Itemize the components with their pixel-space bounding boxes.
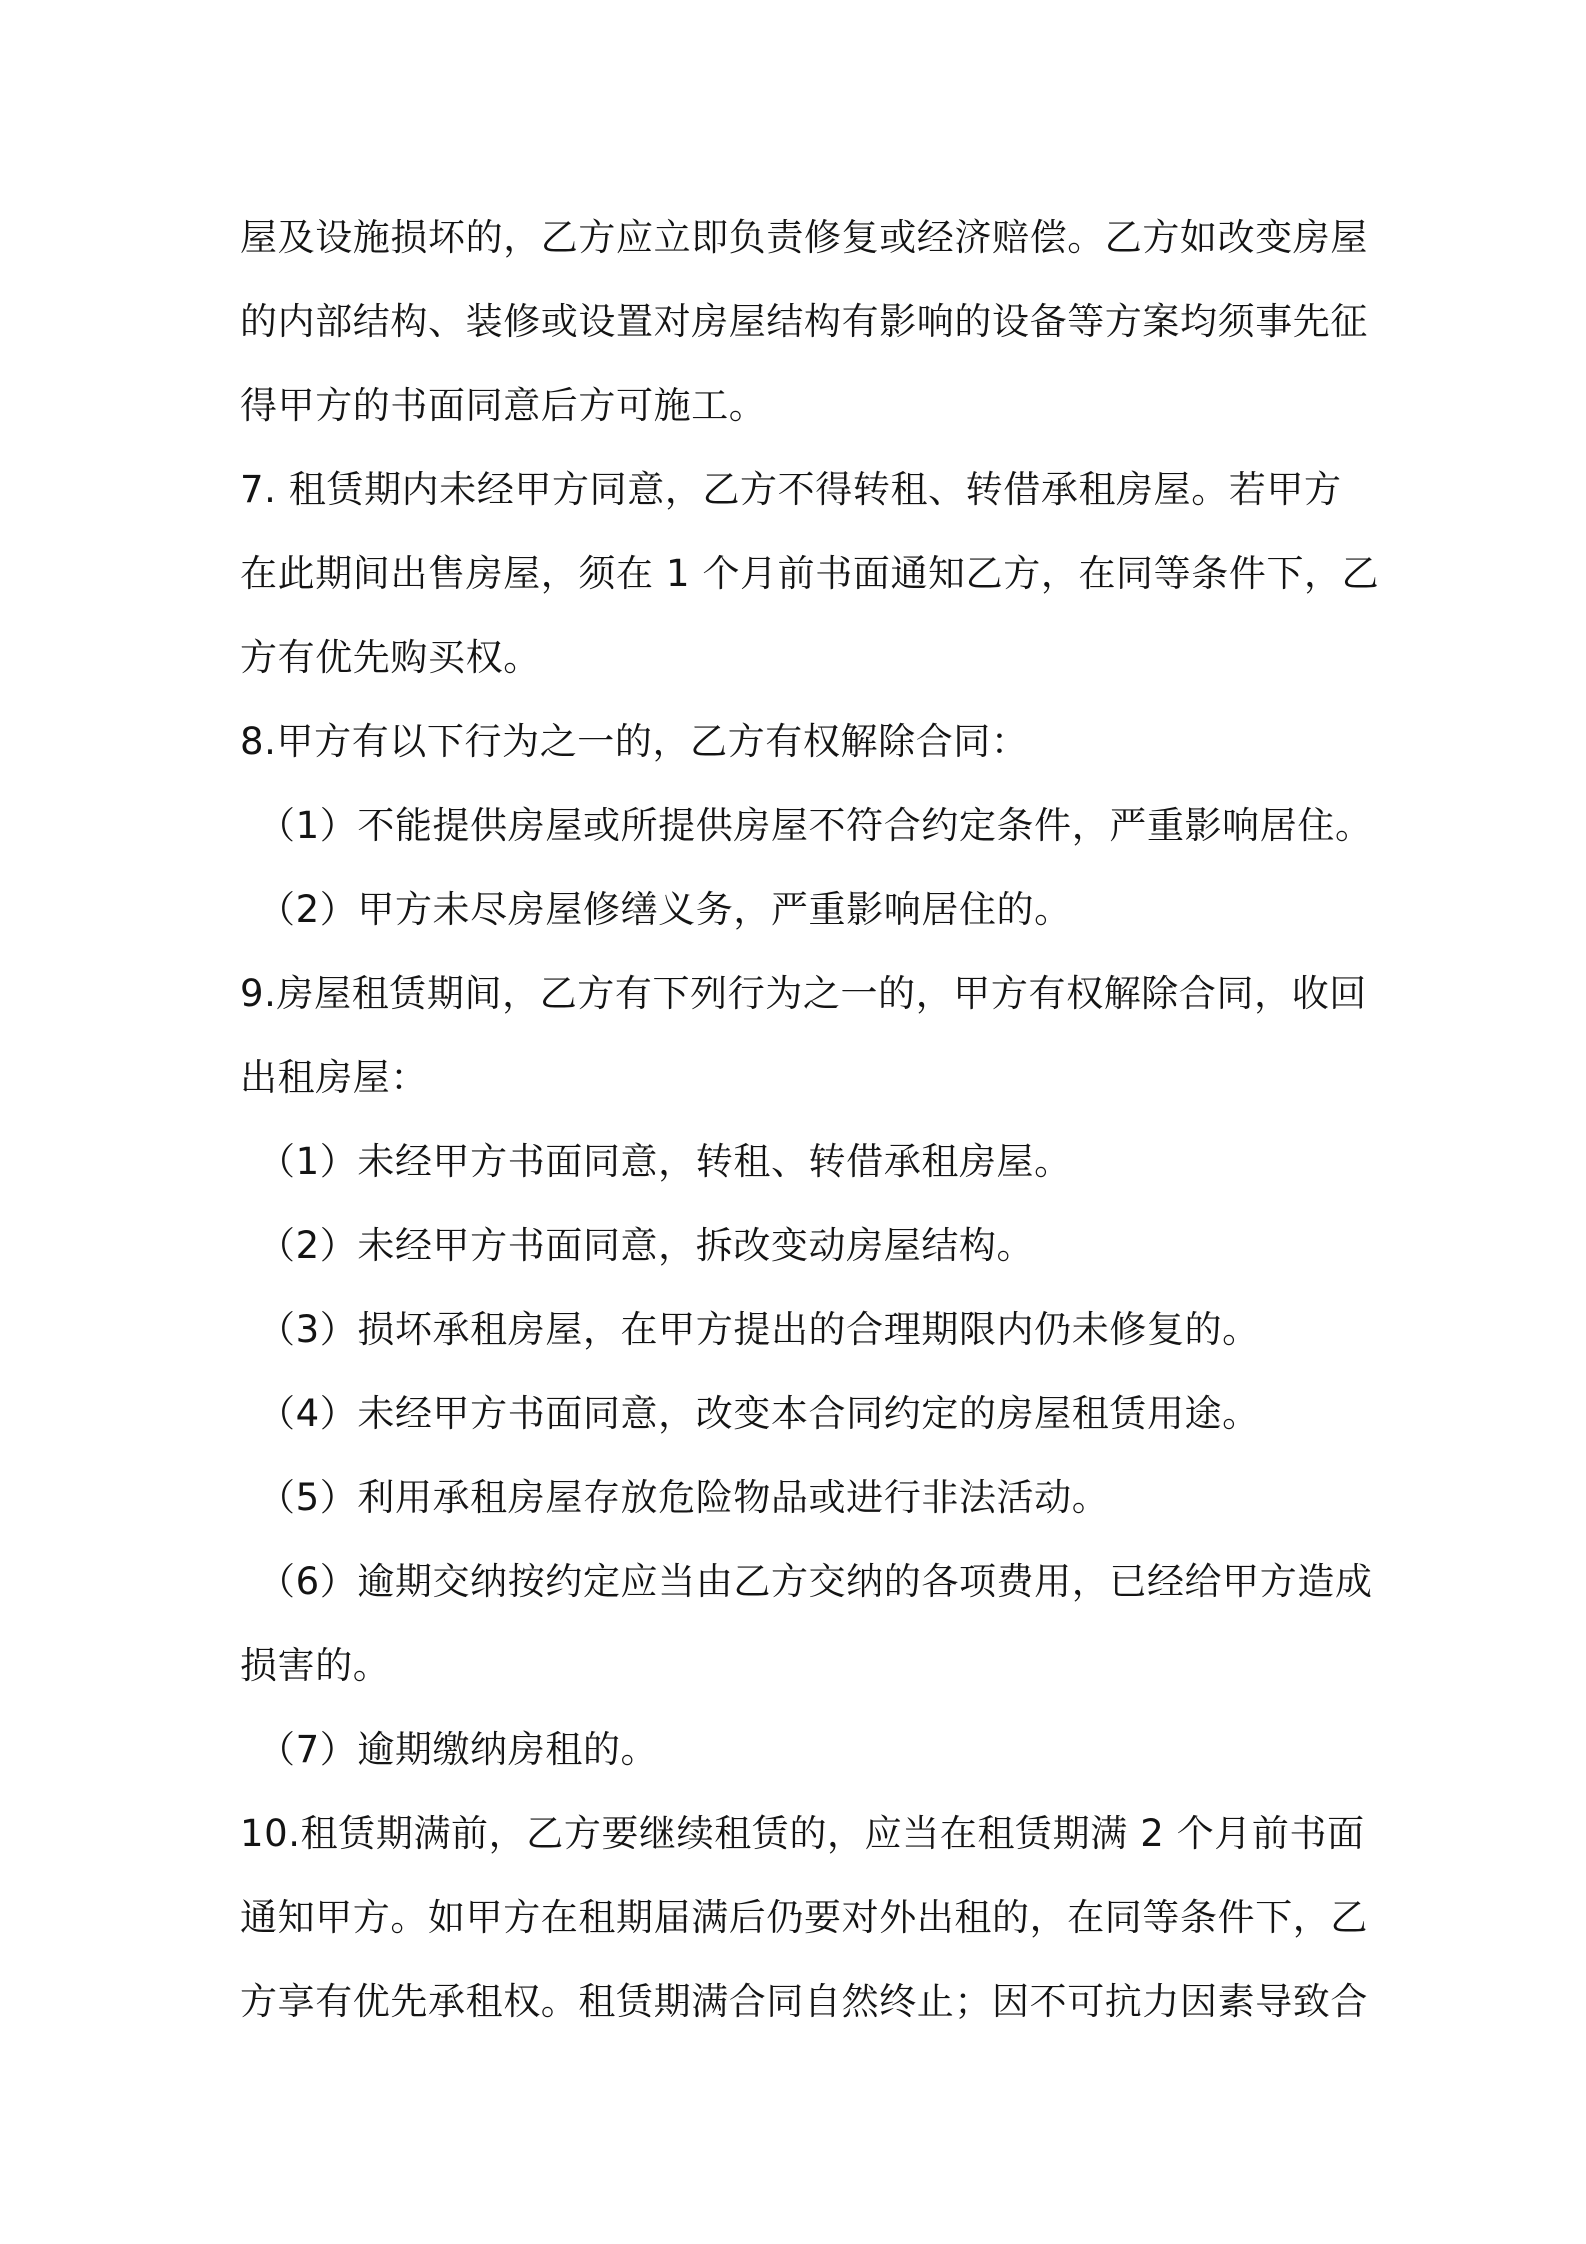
clause-9-heading: 9.房屋租赁期间，乙方有下列行为之一的，甲方有权解除合同，收回 xyxy=(240,972,1367,1015)
clause-7-heading: 7. 租赁期内未经甲方同意，乙方不得转租、转借承租房屋。若甲方 xyxy=(240,468,1342,511)
text-line: 通知甲方。如甲方在租期届满后仍要对外出租的，在同等条件下，乙 xyxy=(240,1896,1368,1939)
text-line: 的内部结构、装修或设置对房屋结构有影响的设备等方案均须事先征 xyxy=(240,300,1368,343)
text-line: 损害的。 xyxy=(240,1644,391,1687)
text-line: 得甲方的书面同意后方可施工。 xyxy=(240,384,767,427)
list-item: （2）未经甲方书面同意，拆改变动房屋结构。 xyxy=(258,1224,1035,1267)
list-item: （7）逾期缴纳房租的。 xyxy=(258,1728,659,1771)
text-line: 出租房屋： xyxy=(240,1056,428,1099)
list-item: （1）未经甲方书面同意，转租、转借承租房屋。 xyxy=(258,1140,1072,1183)
list-item: （4）未经甲方书面同意，改变本合同约定的房屋租赁用途。 xyxy=(258,1392,1260,1435)
list-item: （3）损坏承租房屋，在甲方提出的合理期限内仍未修复的。 xyxy=(258,1308,1260,1351)
text-line: 方享有优先承租权。租赁期满合同自然终止；因不可抗力因素导致合 xyxy=(240,1980,1368,2023)
contract-text xyxy=(240,196,1380,2044)
list-item: （2）甲方未尽房屋修缮义务，严重影响居住的。 xyxy=(258,888,1072,931)
list-item: （5）利用承租房屋存放危险物品或进行非法活动。 xyxy=(258,1476,1110,1519)
list-item: （1）不能提供房屋或所提供房屋不符合约定条件，严重影响居住。 xyxy=(258,804,1373,847)
list-item: （6）逾期交纳按约定应当由乙方交纳的各项费用，已经给甲方造成 xyxy=(258,1560,1373,1603)
clause-10-heading: 10.租赁期满前，乙方要继续租赁的，应当在租赁期满 2 个月前书面 xyxy=(240,1812,1365,1855)
clause-8-heading: 8.甲方有以下行为之一的，乙方有权解除合同： xyxy=(240,720,1029,763)
text-line: 在此期间出售房屋，须在 1 个月前书面通知乙方，在同等条件下，乙 xyxy=(240,552,1380,595)
text-line: 屋及设施损坏的，乙方应立即负责修复或经济赔偿。乙方如改变房屋 xyxy=(240,216,1368,259)
text-line: 方有优先购买权。 xyxy=(240,636,541,679)
